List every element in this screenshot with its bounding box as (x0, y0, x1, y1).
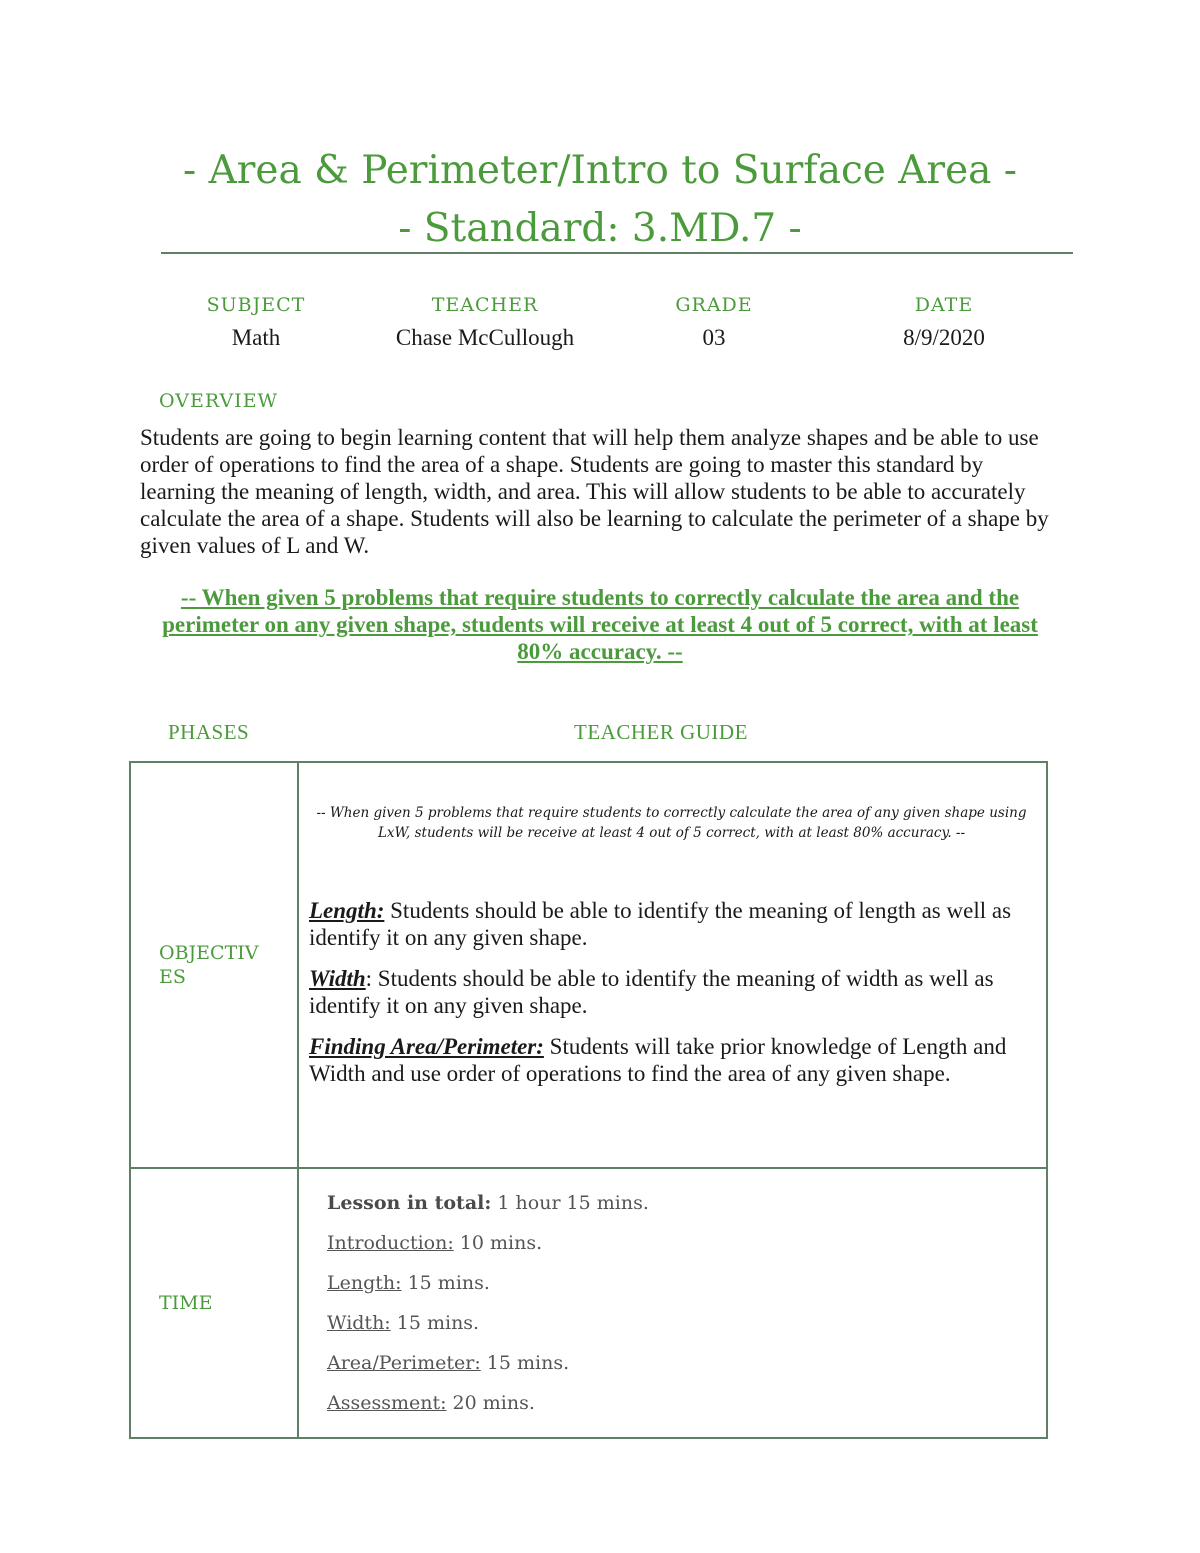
objective-area-perimeter (309, 1033, 1034, 1087)
phase-label-time: TIME (159, 1292, 213, 1314)
time-item (327, 1303, 1046, 1343)
grade-value: 03 (702, 325, 726, 350)
title-line-2: - Standard: 3.MD.7 - (398, 206, 802, 251)
time-label: Length: (327, 1272, 402, 1294)
time-value: 15 mins. (401, 1272, 490, 1294)
time-item (327, 1383, 1046, 1423)
time-total (327, 1183, 1046, 1223)
time-item (327, 1223, 1046, 1263)
teacher-label: TEACHER (431, 294, 539, 316)
time-value: 15 mins. (390, 1312, 480, 1334)
phase-label-objectives: OBJECTIVES (159, 942, 259, 988)
objective-term: Finding Area/Perimeter: (309, 1034, 544, 1059)
meta-teacher (385, 290, 585, 354)
subject-value: Math (231, 325, 281, 350)
objective-term: Width (309, 966, 366, 991)
time-label: Introduction: (327, 1232, 454, 1254)
meta-date (844, 290, 1044, 354)
title-divider (161, 252, 1073, 254)
time-label: Width: (327, 1312, 391, 1334)
meta-subject (156, 290, 356, 354)
table-row-objectives (130, 762, 1047, 1168)
meta-grade (614, 290, 814, 354)
time-value: 20 mins. (446, 1392, 535, 1414)
phase-cell-objectives (130, 762, 298, 1168)
objective-text: Students should be able to identify the meaning of length as well as identify it on any given shape. (309, 898, 1012, 950)
time-value: 1 hour 15 mins. (491, 1192, 649, 1214)
document-title (0, 142, 1200, 258)
time-label: Lesson in total: (327, 1192, 492, 1214)
subject-label: SUBJECT (206, 294, 306, 316)
overview-goal: -- When given 5 problems that require students to correctly calculate the area and the perimeter on any given shape, students will receive at least 4 out of 5 correct, with at least 80% accuracy. -- (162, 585, 1038, 664)
lesson-table (129, 761, 1048, 1439)
title-line-1: - Area & Perimeter/Intro to Surface Area - (183, 148, 1017, 193)
date-label: DATE (914, 294, 974, 316)
time-label: Assessment: (327, 1392, 447, 1414)
table-row-time (130, 1168, 1047, 1438)
time-item (327, 1263, 1046, 1303)
teacher-value: Chase McCullough (395, 325, 575, 350)
teacher-guide-header: TEACHER GUIDE (574, 720, 748, 744)
phase-cell-time (130, 1168, 298, 1438)
grade-label: GRADE (675, 294, 753, 316)
guide-cell-objectives (298, 762, 1047, 1168)
time-value: 15 mins. (480, 1352, 570, 1374)
date-value: 8/9/2020 (903, 325, 985, 350)
objective-text: Students will take prior knowledge of Length and Width and use order of operations to find the area of any given shape. (309, 1034, 1007, 1086)
objective-width (309, 965, 1034, 1019)
time-item (327, 1343, 1046, 1383)
overview-heading: OVERVIEW (159, 390, 279, 412)
phases-header: PHASES (168, 720, 250, 744)
objective-length (309, 897, 1034, 951)
objective-term: Length: (309, 898, 385, 923)
guide-cell-time (298, 1168, 1047, 1438)
objective-summary: -- When given 5 problems that require students to correctly calculate the area of any given shape using LxW, students will be receive at least 4 out of 5 correct, with at least 80% accuracy. -- (316, 805, 1027, 841)
time-value: 10 mins. (453, 1232, 543, 1254)
objective-text: : Students should be able to identify the meaning of width as well as identify it on any given shape. (309, 966, 994, 1018)
time-label: Area/Perimeter: (327, 1352, 481, 1374)
overview-text: Students are going to begin learning content that will help them analyze shapes and be able to use order of operations to find the area of a shape. Students are going to master this standard by learning the meaning of length, width, and area. This will allow students to be able to accurately calculate the area of a shape. Students will also be learning to calculate the perimeter of a shape by given values of L and W. (140, 425, 1049, 558)
